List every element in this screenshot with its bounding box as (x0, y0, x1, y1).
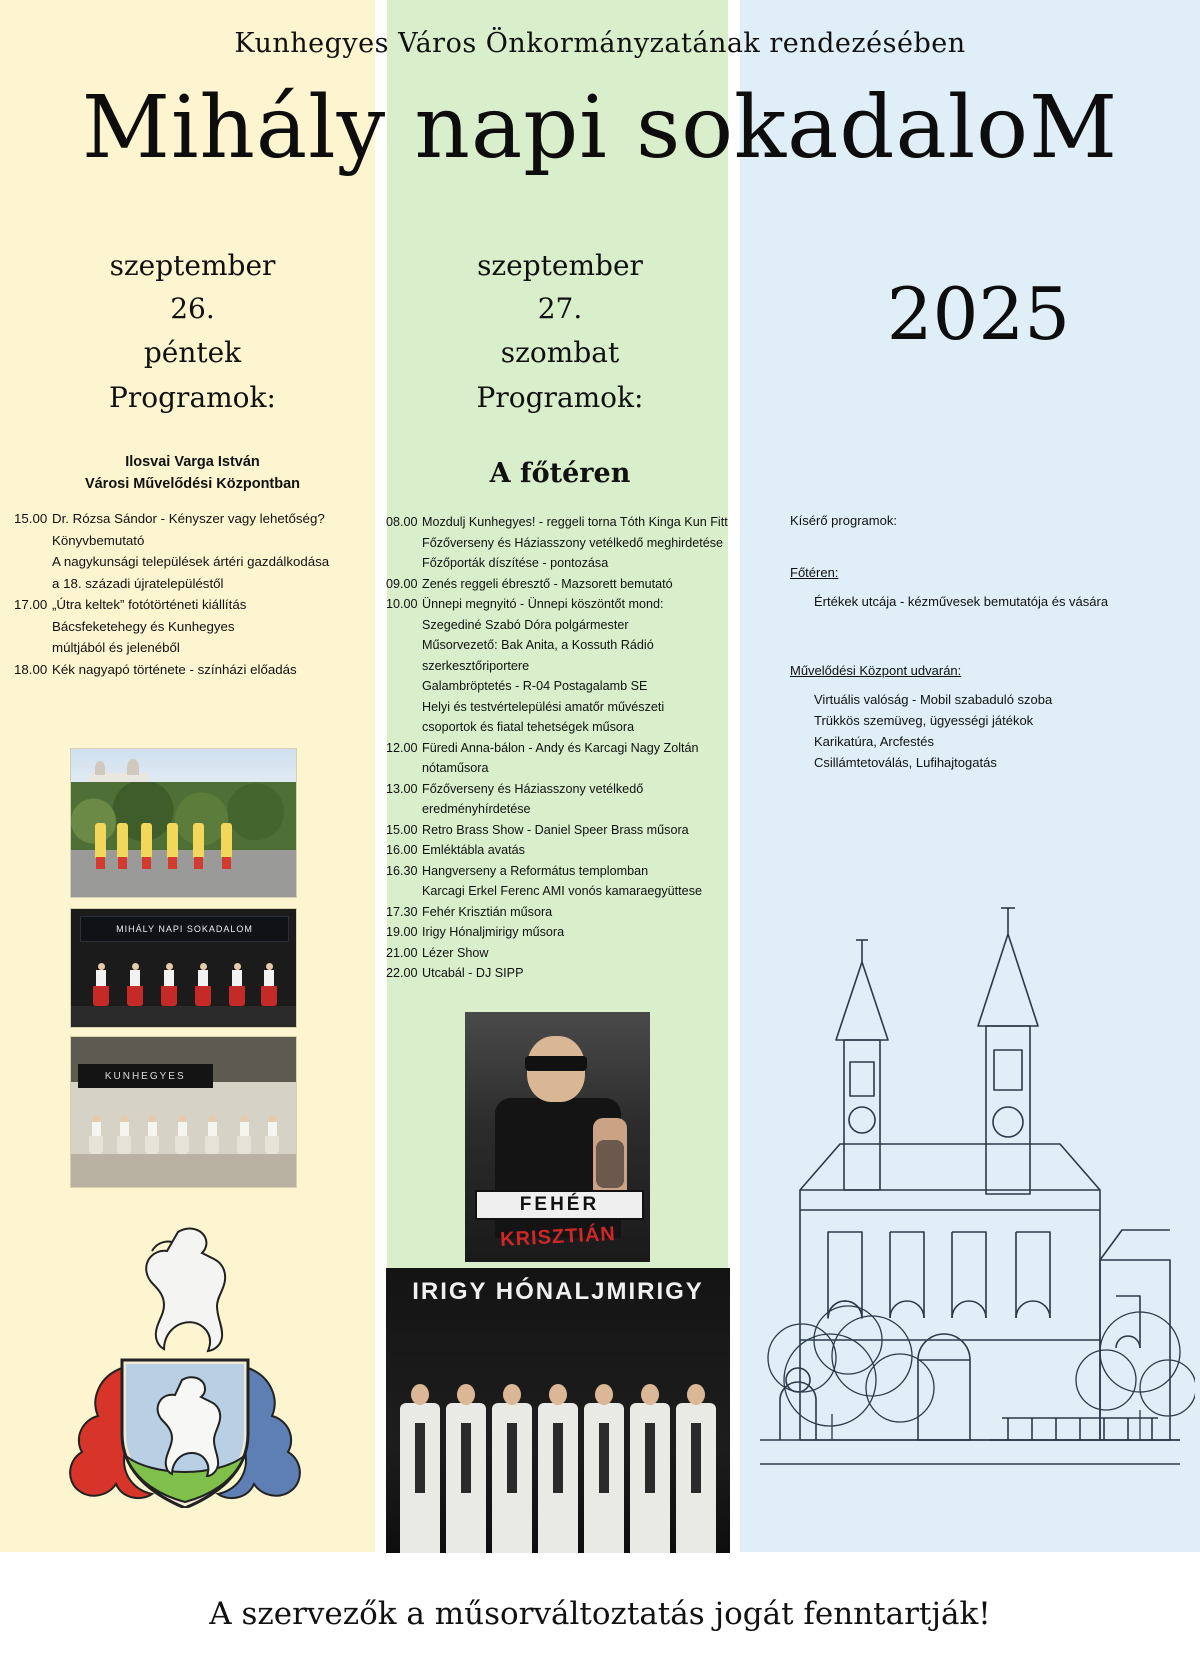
stage-dancer (195, 962, 211, 1006)
dancer-figure (117, 1114, 131, 1154)
program-title: Füredi Anna-bálon - Andy és Karcagi Nagy Zoltán nótaműsora (422, 740, 699, 776)
friday-month: szeptember (109, 249, 276, 282)
side-block-2-item-2: Karikatúra, Arcfestés (814, 734, 934, 750)
dancers-banner-text: KUNHEGYES (78, 1064, 213, 1088)
parade-figure (167, 823, 178, 859)
friday-program-list (14, 508, 374, 680)
program-item (386, 840, 730, 861)
program-time: 10.00 (386, 597, 418, 612)
program-subtitle: Főzőverseny és Háziasszony vetélkedő meghirdetése (422, 535, 724, 550)
dancer-figure (205, 1114, 219, 1154)
parade-figure (141, 823, 152, 859)
stage-dancer (161, 962, 177, 1006)
band-member (446, 1363, 486, 1553)
program-item (386, 943, 730, 964)
side-block-2-heading: Művelődési Központ udvarán: (790, 663, 962, 678)
coat-of-arms (60, 1218, 310, 1508)
program-title: Hangverseny a Református templomban (422, 863, 649, 878)
program-time: 13.00 (386, 781, 418, 796)
friday-heading (20, 244, 365, 422)
parade-figure (193, 823, 204, 859)
program-subtitle: csoportok és fiatal tehetségek műsora (422, 720, 635, 735)
feher-logo-top: FEHÉR (475, 1190, 644, 1220)
organizer-line: Kunhegyes Város Önkormányzatának rendezésében (234, 28, 966, 59)
program-item (386, 574, 730, 595)
program-item (386, 861, 730, 882)
side-block-2-item-3: Csillámtetoválás, Lufihajtogatás (814, 755, 997, 771)
saturday-day: 27. (537, 292, 583, 326)
feher-logo-bottom: KRISZTIÁN (499, 1222, 617, 1251)
photo-folk-dancers (70, 1036, 297, 1188)
program-subtitle: a 18. századi újratelepüléstől (52, 575, 224, 591)
program-item (386, 512, 730, 533)
program-item (386, 902, 730, 923)
band-member (630, 1363, 670, 1553)
stage-floor (71, 1006, 296, 1027)
program-item (14, 659, 374, 681)
photo-stage-performance (70, 908, 297, 1028)
church-line-drawing (740, 740, 1195, 1530)
program-subtitle: A nagykunsági települések ártéri gazdálkodása (52, 554, 330, 570)
dancer-figure (89, 1114, 103, 1154)
program-title: Ünnepi megnyitó - Ünnepi köszöntőt mond: (422, 597, 664, 612)
program-time: 15.00 (386, 822, 418, 837)
program-title: Irigy Hónaljmirigy műsora (422, 925, 565, 940)
program-time: 19.00 (386, 925, 418, 940)
program-subtitle: Helyi és testvértelepülési amatőr művészeti (422, 699, 665, 714)
program-time: 21.00 (386, 945, 418, 960)
saturday-month: szeptember (477, 249, 643, 282)
friday-programs-label: Programok: (109, 381, 276, 415)
program-time: 09.00 (386, 576, 418, 591)
program-item (386, 779, 730, 820)
photo-feher-krisztian (465, 1012, 650, 1262)
program-title: „Útra keltek” fotótörténeti kiállítás (52, 597, 247, 613)
program-title: Fehér Krisztián műsora (422, 904, 553, 919)
program-title: Zenés reggeli ébresztő - Mazsorett bemutató (422, 576, 673, 591)
dancer-figure (145, 1114, 159, 1154)
page-title: Mihály napi sokadaloM (81, 78, 1119, 178)
program-subtitle: Szegediné Szabó Dóra polgármester (422, 617, 629, 632)
stage-dancer (93, 962, 109, 1006)
program-time: 08.00 (386, 515, 418, 529)
program-title: Retro Brass Show - Daniel Speer Brass műsora (422, 822, 689, 837)
program-title: Főzőverseny és Háziasszony vetélkedő eredményhírdetése (422, 781, 644, 817)
program-item (14, 508, 374, 530)
saturday-programs-label: Programok: (476, 381, 644, 415)
dancer-figure (265, 1114, 279, 1154)
program-title: Kék nagyapó története - színházi előadás (52, 661, 297, 677)
side-block-2-item-0: Virtuális valóság - Mobil szabaduló szoba (814, 692, 1053, 708)
friday-venue-line2: Városi Művelődési Központban (84, 475, 301, 492)
band-member (538, 1363, 578, 1553)
footer-disclaimer: A szervezők a műsorváltoztatás jogát fenntartják! (209, 1596, 991, 1632)
parade-figure (95, 823, 106, 859)
stage-dancer (229, 962, 245, 1006)
program-title: Mozdulj Kunhegyes! - reggeli torna Tóth Kinga Kun Fitt (422, 515, 728, 529)
saturday-venue: A főtéren (489, 458, 631, 489)
program-time: 16.00 (386, 843, 418, 858)
program-subtitle: Műsorvezető: Bak Anita, a Kossuth Rádió szerkesztőriportere (422, 638, 654, 673)
program-time: 17.30 (386, 904, 418, 919)
saturday-heading (390, 244, 730, 422)
program-item (386, 738, 730, 779)
program-subtitle: Galambröptetés - R-04 Postagalamb SE (422, 679, 648, 694)
program-subtitle: múltjából és jelenéből (52, 640, 180, 656)
stage-dancer (127, 962, 143, 1006)
band-member (400, 1363, 440, 1553)
event-year: 2025 (886, 272, 1070, 356)
program-time: 12.00 (386, 740, 418, 755)
saturday-dayname: szombat (500, 335, 620, 369)
friday-venue-line1: Ilosvai Varga István (125, 454, 260, 470)
side-programs-intro: Kísérő programok: (790, 513, 897, 528)
stage-banner-text: MIHÁLY NAPI SOKADALOM (80, 916, 289, 942)
photo-irigy-honaljmirigy (386, 1268, 730, 1553)
crest-horse-icon (146, 1229, 225, 1351)
program-time: 16.30 (386, 863, 418, 878)
parade-figure (117, 823, 128, 859)
saturday-program-list (386, 512, 730, 984)
program-subtitle: Főzőporták díszítése - pontozása (422, 556, 609, 571)
side-block-2-item-1: Trükkös szemüveg, ügyességi játékok (814, 713, 1034, 729)
program-title: Utcabál - DJ SIPP (422, 966, 524, 981)
irigy-band-title: IRIGY HÓNALJMIRIGY (412, 1278, 704, 1305)
friday-venue (20, 452, 365, 496)
program-item (14, 594, 374, 616)
dancer-figure (175, 1114, 189, 1154)
side-block-1-item: Értékek utcája - kézművesek bemutatója és vására (814, 594, 1109, 610)
program-time: 15.00 (14, 511, 48, 526)
stage-dancer (261, 962, 277, 1006)
side-block-1-heading: Főtéren: (790, 565, 839, 580)
program-title: Dr. Rózsa Sándor - Kényszer vagy lehetőség? (52, 511, 325, 526)
dancers-ground (71, 1154, 296, 1187)
program-item (386, 820, 730, 841)
band-member (676, 1363, 716, 1553)
program-item (386, 594, 730, 615)
program-time: 18.00 (14, 661, 48, 677)
dancer-figure (237, 1114, 251, 1154)
sunglasses-icon (525, 1056, 587, 1071)
side-block-main-square (790, 562, 1180, 612)
photo-parade (70, 748, 297, 898)
band-member (492, 1363, 532, 1553)
program-item (386, 963, 730, 984)
program-subtitle: Bácsfeketehegy és Kunhegyes (52, 618, 235, 634)
parade-figure (221, 823, 232, 859)
program-subtitle: Karcagi Erkel Ferenc AMI vonós kamaraegyüttese (422, 884, 702, 899)
band-member (584, 1363, 624, 1553)
friday-dayname: péntek (143, 335, 242, 369)
program-item (386, 922, 730, 943)
friday-day: 26. (170, 292, 215, 326)
feher-tattoo (596, 1140, 624, 1188)
program-title: Lézer Show (422, 945, 489, 960)
program-subtitle: Könyvbemutató (52, 532, 145, 548)
program-title: Emléktábla avatás (422, 843, 525, 858)
program-time: 22.00 (386, 966, 418, 981)
program-time: 17.00 (14, 597, 48, 613)
